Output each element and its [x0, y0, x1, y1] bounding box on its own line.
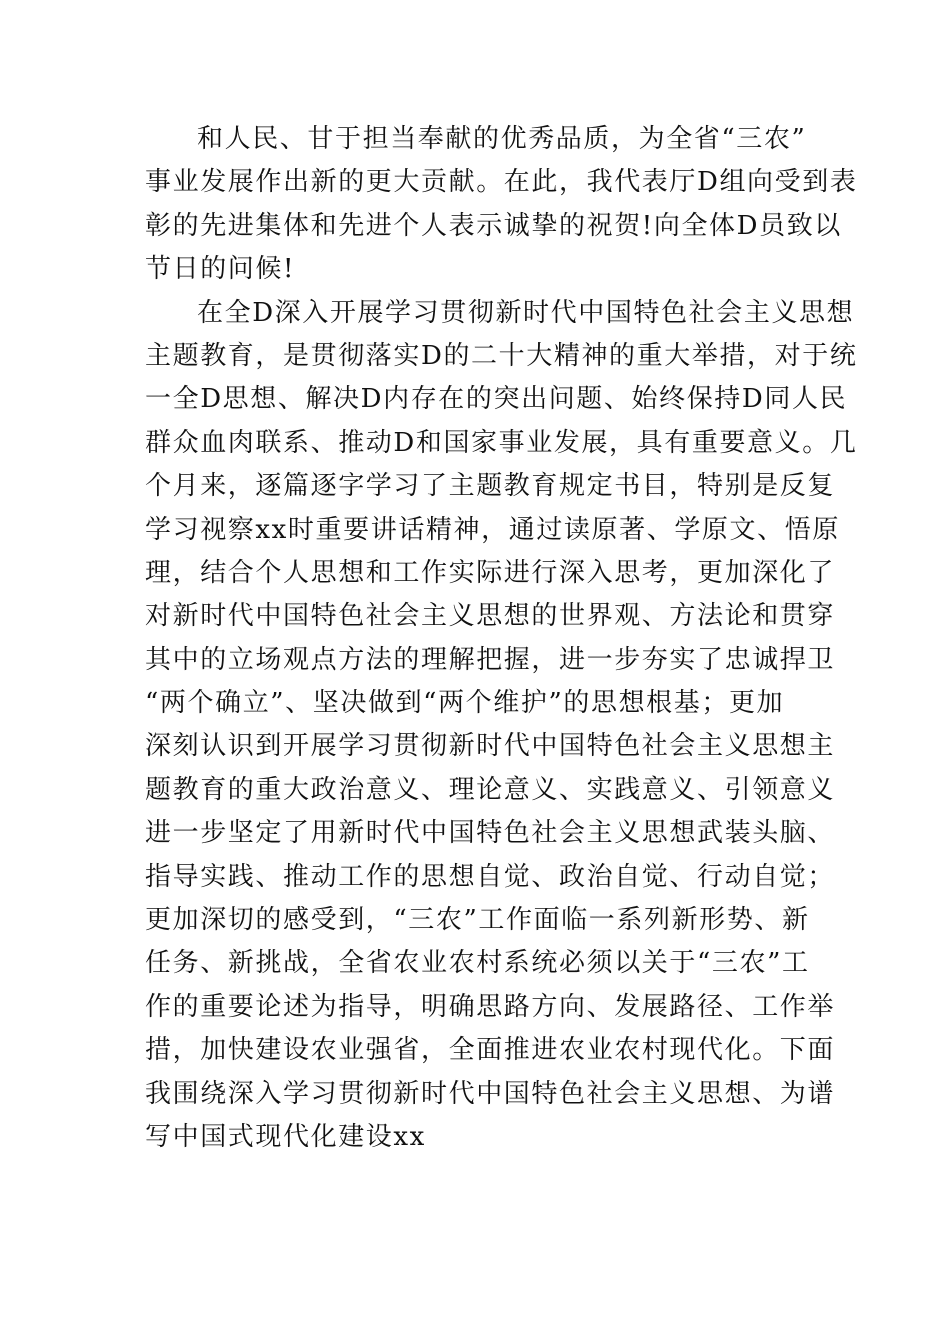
text-line: 我围绕深入学习贯彻新时代中国特色社会主义思想、为谱 [145, 1078, 836, 1109]
text-line: 学习视察xx时重要讲话精神，通过读原著、学原文、悟原 [145, 514, 840, 545]
text-line: 题教育的重大政治意义、理论意义、实践意义、引领意义 [145, 774, 836, 805]
text-line: 一全D思想、解决D内存在的突出问题、始终保持D同人民 [145, 384, 848, 415]
text-line: 理，结合个人思想和工作实际进行深入思考，更加深化了 [145, 557, 836, 588]
text-line: 个月来，逐篇逐字学习了主题教育规定书目，特别是反复 [145, 471, 836, 502]
text-line: 写中国式现代化建设xx [145, 1121, 426, 1152]
text-line: 在全D深入开展学习贯彻新时代中国特色社会主义思想 [197, 297, 855, 328]
text-line: 和人民、甘于担当奉献的优秀品质，为全省“三农” [197, 124, 807, 154]
text-line: 其中的立场观点方法的理解把握，进一步夯实了忠诚捍卫 [145, 644, 836, 675]
text-line: 任务、新挑战，全省农业农村系统必须以关于“三农”工 [145, 948, 810, 979]
text-line: 进一步坚定了用新时代中国特色社会主义思想武装头脑、 [145, 818, 836, 849]
text-line: “两个确立”、坚决做到“两个维护”的思想根基；更加 [145, 688, 785, 719]
text-line: 对新时代中国特色社会主义思想的世界观、方法论和贯穿 [145, 601, 836, 632]
text-line: 措，加快建设农业强省，全面推进农业农村现代化。下面 [145, 1035, 836, 1066]
text-line: 事业发展作出新的更大贡献。在此，我代表厅D组向受到表 [145, 167, 858, 198]
document-body [145, 118, 858, 1159]
text-line: 节日的问候! [145, 254, 296, 285]
text-line: 彰的先进集体和先进个人表示诚挚的祝贺!向全体D员致以 [145, 210, 842, 241]
text-line: 深刻认识到开展学习贯彻新时代中国特色社会主义思想主 [145, 731, 836, 762]
text-line: 群众血肉联系、推动D和国家事业发展，具有重要意义。几 [145, 427, 858, 458]
text-line: 更加深切的感受到，“三农”工作面临一系列新形势、新 [145, 905, 810, 936]
text-line: 主题教育，是贯彻落实D的二十大精神的重大举措，对于统 [145, 340, 858, 371]
text-line: 作的重要论述为指导，明确思路方向、发展路径、工作举 [145, 991, 836, 1022]
text-line: 指导实践、推动工作的思想自觉、政治自觉、行动自觉； [145, 861, 836, 892]
